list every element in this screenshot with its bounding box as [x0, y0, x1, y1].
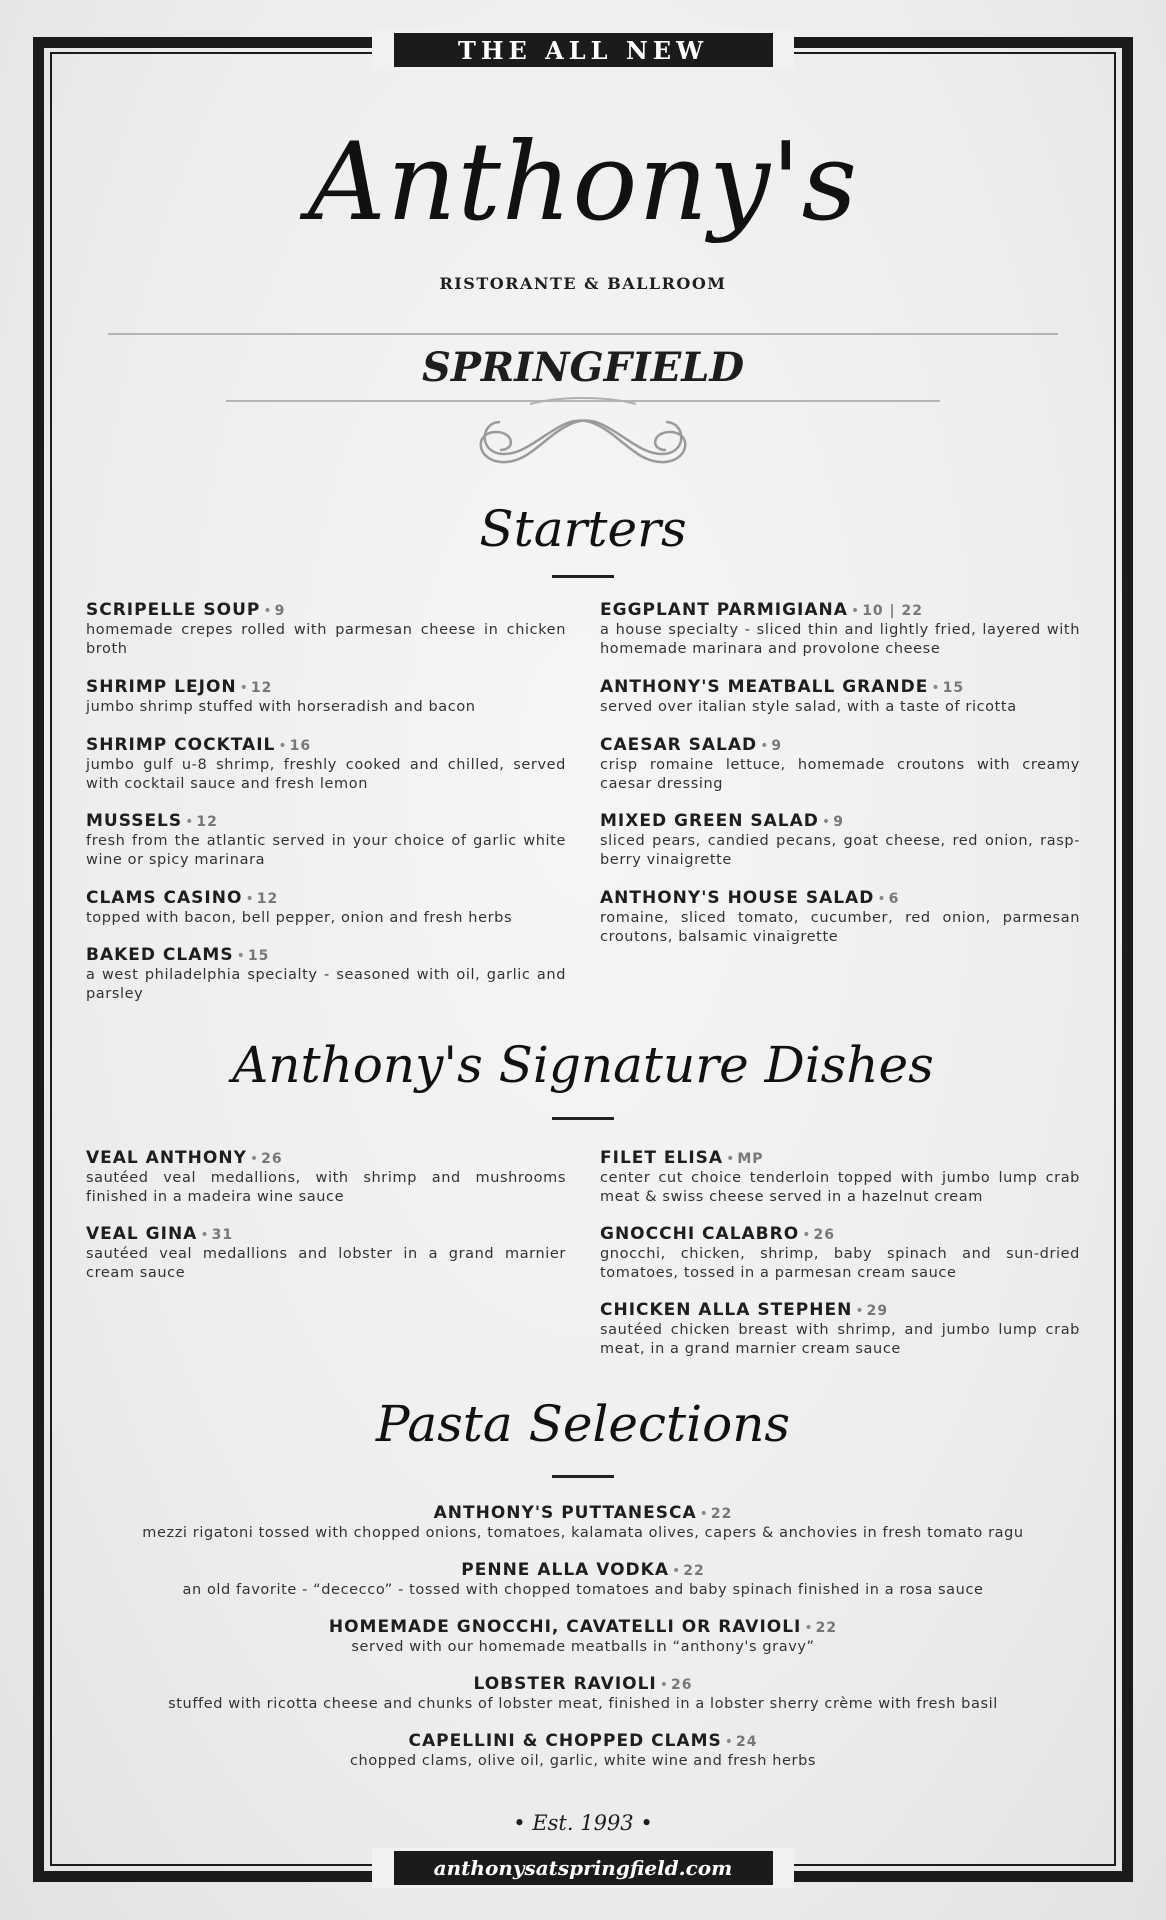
item-price: 9: [833, 814, 844, 830]
item-name: ANTHONY'S HOUSE SALAD: [600, 888, 875, 908]
item-description: topped with bacon, bell pepper, onion and fresh herbs: [86, 910, 513, 926]
section-rule-pasta: [552, 1475, 614, 1478]
menu-item: CAPELLINI & CHOPPED CLAMS • 24 chopped clams, olive oil, garlic, white wine and fresh herbs: [60, 1731, 1106, 1771]
item-price: 12: [256, 891, 279, 907]
item-name: MUSSELS: [86, 811, 183, 831]
menu-item: SHRIMP LEJON • 12 jumbo shrimp stuffed with horseradish and bacon: [86, 677, 566, 717]
item-price: 29: [866, 1303, 889, 1319]
item-description: romaine, sliced tomato, cucumber, red onion, parmesan croutons, balsamic vinaigrette: [600, 910, 1080, 945]
item-name: MIXED GREEN SALAD: [600, 811, 819, 831]
menu-item: GNOCCHI CALABRO • 26 gnocchi, chicken, shrimp, baby spinach and sun-dried tomatoes, tossed in a parmesan cream sauce: [600, 1224, 1080, 1281]
item-name: SHRIMP LEJON: [86, 677, 237, 697]
item-price: 15: [942, 680, 965, 696]
flourish-ornament: [470, 392, 696, 484]
item-price: 16: [289, 738, 312, 754]
item-name: ANTHONY'S PUTTANESCA: [433, 1503, 697, 1523]
menu-item: CLAMS CASINO • 12 topped with bacon, bell pepper, onion and fresh herbs: [86, 888, 566, 928]
item-name: LOBSTER RAVIOLI: [473, 1674, 657, 1694]
item-price: MP: [737, 1151, 764, 1167]
section-rule-signature: [552, 1117, 614, 1120]
brand-logo: Anthony's: [307, 120, 859, 245]
item-name: HOMEMADE GNOCCHI, CAVATELLI OR RAVIOLI: [328, 1617, 802, 1637]
header-rule-top: [108, 333, 1058, 335]
item-name: EGGPLANT PARMIGIANA: [600, 600, 848, 620]
menu-item: ANTHONY'S MEATBALL GRANDE • 15 served over italian style salad, with a taste of ricotta: [600, 677, 1080, 717]
item-price: 9: [274, 603, 286, 619]
item-description: sautéed veal medallions, with shrimp and mushrooms finished in a madeira wine sauce: [86, 1170, 566, 1205]
item-description: center cut choice tenderloin topped with jumbo lump crab meat & swiss cheese served in a hazelnut cream: [600, 1170, 1080, 1205]
bottom-banner: [372, 1848, 794, 1888]
established-year: • Est. 1993 •: [513, 1811, 653, 1835]
menu-item: CHICKEN ALLA STEPHEN • 29 sautéed chicken breast with shrimp, and jumbo lump crab meat, in a grand marnier cream sauce: [600, 1300, 1080, 1357]
item-price: 15: [247, 948, 270, 964]
item-name: CHICKEN ALLA STEPHEN: [600, 1300, 853, 1320]
item-description: a house specialty - sliced thin and lightly fried, layered with homemade marinara and provolone cheese: [600, 622, 1080, 657]
banner-text: THE ALL NEW: [394, 33, 773, 67]
menu-item: SCRIPELLE SOUP • 9 homemade crepes rolled with parmesan cheese in chicken broth: [86, 600, 566, 657]
menu-item: ANTHONY'S PUTTANESCA • 22 mezzi rigatoni tossed with chopped onions, tomatoes, kalamata olives, capers & anchovies in fresh tomato ragu: [60, 1503, 1106, 1543]
item-description: jumbo gulf u-8 shrimp, freshly cooked and chilled, served with cocktail sauce and fresh lemon: [86, 757, 566, 792]
item-price: 31: [211, 1227, 234, 1243]
item-name: CLAMS CASINO: [86, 888, 243, 908]
item-name: VEAL ANTHONY: [86, 1148, 247, 1168]
section-title-starters: Starters: [479, 500, 687, 558]
website-link[interactable]: anthonysatspringfield.com: [394, 1851, 773, 1885]
menu-item: FILET ELISA • MP center cut choice tenderloin topped with jumbo lump crab meat & swiss cheese served in a hazelnut cream: [600, 1148, 1080, 1205]
item-description: an old favorite - “dececco” - tossed with chopped tomatoes and baby spinach finished in a rosa sauce: [182, 1582, 984, 1598]
item-price: 22: [710, 1506, 733, 1522]
menu-item: VEAL GINA • 31 sautéed veal medallions and lobster in a grand marnier cream sauce: [86, 1224, 566, 1281]
item-name: VEAL GINA: [86, 1224, 198, 1244]
menu-item: EGGPLANT PARMIGIANA • 10 | 22 a house specialty - sliced thin and lightly fried, layered with homemade marinara and provolone cheese: [600, 600, 1080, 657]
item-description: jumbo shrimp stuffed with horseradish and bacon: [86, 699, 476, 715]
item-description: sliced pears, candied pecans, goat cheese, red onion, rasp-berry vinaigrette: [600, 833, 1080, 868]
item-name: BAKED CLAMS: [86, 945, 234, 965]
location-title: SPRINGFIELD: [421, 344, 745, 391]
menu-item: MIXED GREEN SALAD • 9 sliced pears, candied pecans, goat cheese, red onion, rasp-berry vinaigrette: [600, 811, 1080, 868]
menu-item: VEAL ANTHONY • 26 sautéed veal medallions, with shrimp and mushrooms finished in a madeira wine sauce: [86, 1148, 566, 1205]
top-banner: [372, 30, 794, 70]
item-name: PENNE ALLA VODKA: [461, 1560, 669, 1580]
menu-item: BAKED CLAMS • 15 a west philadelphia specialty - seasoned with oil, garlic and parsley: [86, 945, 566, 1002]
item-name: GNOCCHI CALABRO: [600, 1224, 800, 1244]
item-description: crisp romaine lettuce, homemade croutons with creamy caesar dressing: [600, 757, 1080, 792]
item-description: chopped clams, olive oil, garlic, white wine and fresh herbs: [349, 1753, 817, 1769]
section-rule-starters: [552, 575, 614, 578]
item-description: a west philadelphia specialty - seasoned with oil, garlic and parsley: [86, 967, 566, 1002]
item-price: 22: [683, 1563, 705, 1579]
item-name: CAPELLINI & CHOPPED CLAMS: [408, 1731, 722, 1751]
item-name: SHRIMP COCKTAIL: [86, 735, 276, 755]
item-description: served with our homemade meatballs in “anthony's gravy”: [351, 1639, 815, 1655]
item-price: 24: [736, 1734, 758, 1750]
item-price: 26: [813, 1227, 835, 1243]
item-price: 9: [771, 738, 783, 754]
item-price: 26: [261, 1151, 283, 1167]
item-description: mezzi rigatoni tossed with chopped onions, tomatoes, kalamata olives, capers & anchovies in fresh tomato ragu: [142, 1525, 1024, 1541]
item-name: ANTHONY'S MEATBALL GRANDE: [600, 677, 929, 697]
menu-item: MUSSELS • 12 fresh from the atlantic served in your choice of garlic white wine or spicy marinara: [86, 811, 566, 868]
item-price: 26: [671, 1677, 693, 1693]
item-description: sautéed veal medallions and lobster in a grand marnier cream sauce: [86, 1246, 566, 1281]
menu-item: LOBSTER RAVIOLI • 26 stuffed with ricotta cheese and chunks of lobster meat, finished in a lobster sherry crème with fresh basil: [60, 1674, 1106, 1714]
item-name: FILET ELISA: [600, 1148, 724, 1168]
menu-item: SHRIMP COCKTAIL • 16 jumbo gulf u-8 shrimp, freshly cooked and chilled, served with cocktail sauce and fresh lemon: [86, 735, 566, 792]
item-price: 12: [250, 680, 273, 696]
section-title-pasta: Pasta Selections: [375, 1395, 791, 1453]
item-description: sautéed chicken breast with shrimp, and jumbo lump crab meat, in a grand marnier cream sauce: [600, 1322, 1080, 1357]
item-description: fresh from the atlantic served in your choice of garlic white wine or spicy marinara: [86, 833, 566, 868]
item-price: 22: [815, 1620, 838, 1636]
brand-subtitle: RISTORANTE & BALLROOM: [439, 274, 727, 293]
menu-item: PENNE ALLA VODKA • 22 an old favorite - “dececco” - tossed with chopped tomatoes and baby spinach finished in a rosa sauce: [60, 1560, 1106, 1600]
item-description: served over italian style salad, with a taste of ricotta: [600, 699, 1017, 715]
menu-item: HOMEMADE GNOCCHI, CAVATELLI OR RAVIOLI • 22 served with our homemade meatballs in “anthony's gravy”: [60, 1617, 1106, 1657]
item-name: CAESAR SALAD: [600, 735, 758, 755]
item-description: homemade crepes rolled with parmesan cheese in chicken broth: [86, 622, 566, 657]
menu-item: CAESAR SALAD • 9 crisp romaine lettuce, homemade croutons with creamy caesar dressing: [600, 735, 1080, 792]
menu-item: ANTHONY'S HOUSE SALAD • 6 romaine, sliced tomato, cucumber, red onion, parmesan croutons, balsamic vinaigrette: [600, 888, 1080, 945]
item-price: 12: [196, 814, 218, 830]
section-title-signature: Anthony's Signature Dishes: [232, 1036, 934, 1094]
item-price: 10 | 22: [862, 603, 924, 619]
item-description: stuffed with ricotta cheese and chunks of lobster meat, finished in a lobster sherry crème with fresh basil: [168, 1696, 998, 1712]
item-price: 6: [888, 891, 900, 907]
item-description: gnocchi, chicken, shrimp, baby spinach and sun-dried tomatoes, tossed in a parmesan cream sauce: [600, 1246, 1080, 1281]
item-name: SCRIPELLE SOUP: [86, 600, 261, 620]
